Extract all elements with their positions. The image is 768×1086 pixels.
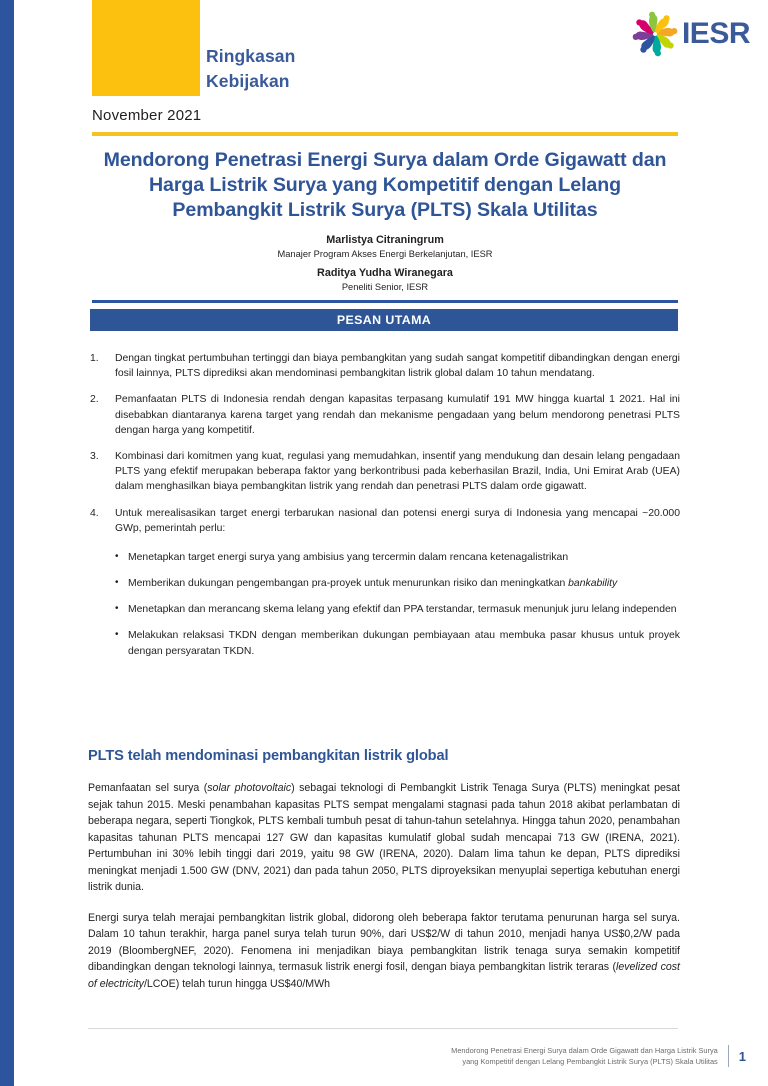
key-message-subitem — [115, 628, 680, 658]
key-message-item — [88, 392, 680, 438]
key-message-subitem — [115, 550, 680, 565]
key-message-text: Pemanfaatan PLTS di Indonesia rendah dengan kapasitas terpasang kumulatif 191 MW hingga kuartal 1 2021. Hal ini disebabkan diantaranya karena target yang rendah dan mekanisme pengadaan yang belum mendorong penetrasi PLTS dengan harga yang kompetitif. — [115, 394, 680, 436]
subtext-italic: bankability — [568, 578, 618, 590]
key-message-subitem — [115, 576, 680, 591]
key-message-number: 1. — [90, 353, 99, 364]
bullet-icon: • — [115, 629, 119, 641]
footer-divider — [88, 1028, 678, 1029]
page-title: Mendorong Penetrasi Energi Surya dalam Orde Gigawatt dan Harga Listrik Surya yang Kompetitif dengan Lelang Pembangkit Listrik Surya (PLTS) Skala Utilitas — [103, 149, 667, 222]
footer-title — [451, 1045, 718, 1067]
key-message-text: Kombinasi dari komitmen yang kuat, regulasi yang memudahkan, insentif yang mendukung dan desain lelang pengadaan PLTS yang efektif merupakan beberapa faktor yang berkontribusi pada keberhasilan Brazil, India, Uni Emirat Arab (UEA) dalam menghasilkan biaya pembangkitan listrik yang rendah dan penetrasi PLTS dalam orde gigawatt. — [115, 450, 680, 493]
key-message-subtext — [128, 628, 680, 658]
section-heading: PLTS telah mendominasi pembangkitan listrik global — [88, 748, 449, 764]
key-message-text: Untuk merealisasikan target energi terbarukan nasional dan potensi energi surya di Indonesia yang mencapai ~20.000 GWp, pemerintah perlu: — [115, 507, 680, 534]
subtext-main: Menetapkan dan merancang skema lelang yang efektif dan PPA terstandar, termasuk menunjuk juru lelang independen — [128, 604, 677, 616]
bullet-icon: • — [115, 577, 119, 589]
author-entry — [92, 266, 678, 293]
subtext-main: Memberikan dukungan pengembangan pra-proyek untuk menurunkan risiko dan meningkatkan — [128, 578, 569, 590]
footer-title-line1: Mendorong Penetrasi Energi Surya dalam Orde Gigawatt dan Harga Listrik Surya — [451, 1046, 718, 1055]
par2-part-a: Energi surya telah merajai pembangkitan listrik global, didorong oleh beberapa faktor terutama penurunan harga sel surya. Dalam 10 tahun terakhir, harga panel surya telah turun 90%, dari US$2/W di tahun 2010, menjadi hanya US$0,2/W pada 2019 (BloombergNEF, 2020). Fenomena ini menjadikan biaya pembangkitan listrik tenaga surya semakin kompetitif dibandingkan dengan teknologi lainnya, termasuk listrik energi fosil, dengan biaya pembangkitan listrik teraras ( — [88, 911, 680, 974]
left-accent-bar — [0, 0, 14, 1086]
key-message-item — [88, 449, 680, 495]
body-paragraph — [88, 910, 680, 993]
author-name: Raditya Yudha Wiranegara — [317, 267, 453, 280]
series-label-line1: Ringkasan — [206, 46, 296, 66]
footer-title-line2: yang Kompetitif dengan Lelang Pembangkit Listrik Surya (PLTS) Skala Utilitas — [462, 1057, 718, 1067]
key-message-item — [88, 351, 680, 381]
par1-italic: solar photovoltaic — [207, 782, 292, 794]
series-label-line2: Kebijakan — [206, 70, 290, 91]
title-block — [92, 148, 678, 293]
footer-separator — [728, 1045, 729, 1067]
key-message-subtext — [128, 550, 680, 565]
iesr-logo — [631, 10, 750, 58]
issue-date: November 2021 — [92, 107, 202, 124]
bullet-icon: • — [115, 603, 119, 615]
author-role: Manajer Program Akses Energi Berkelanjutan, IESR — [277, 248, 493, 259]
header-divider-yellow — [92, 132, 678, 136]
body-paragraph — [88, 780, 680, 896]
key-messages-list — [88, 351, 680, 670]
iesr-wordmark: IESR — [681, 17, 750, 50]
key-message-text: Dengan tingkat pertumbuhan tertinggi dan biaya pembangkitan yang sudah sangat kompetitif dibandingkan dengan energi fosil lainnya, PLTS diprediksi akan mendominasi pembangkitan listrik global dalam 10 tahun mendatang. — [115, 353, 680, 380]
footer-content — [451, 1045, 746, 1067]
subtext-main: Menetapkan target energi surya yang ambisius yang tercermin dalam rencana ketenagalistrikan — [128, 551, 569, 563]
key-message-number: 4. — [90, 507, 99, 519]
page-footer — [0, 1028, 768, 1086]
title-divider-blue — [92, 300, 678, 303]
key-message-number: 3. — [90, 450, 99, 462]
par1-part-b: ) sebagai teknologi di Pembangkit Listrik Tenaga Surya (PLTS) meningkat pesat sejak tahun 2015. Meski penambahan kapasitas PLTS sempat mengalami stagnasi pada tahun 2018 akibat perlambatan di beberapa negara, seperti Tiongkok, PLTS kembali tumbuh pesat di tahun-tahun setelahnya. Hingga tahun 2020, penambahan kapasitas tahunan PLTS mencapai 127 GW dan kapasitas kumulatif global sudah mencapai 713 GW (IRENA, 2021). Pertumbuhan ini 30% lebih tinggi dari 2019, yaitu 98 GW (IRENA, 2020). Dalam lima tahun ke depan, PLTS diprediksi meningkat menjadi 1.500 GW (DNV, 2021) dan pada tahun 2050, PLTS diproyeksikan menyuplai sepertiga kebutuhan energi listrik dunia. — [88, 782, 681, 894]
author-role: Peneliti Senior, IESR — [341, 281, 429, 292]
author-name: Marlistya Citraningrum — [326, 234, 444, 247]
key-message-item — [88, 506, 680, 536]
series-color-block — [92, 0, 200, 96]
key-messages-banner — [90, 309, 678, 331]
page-number: 1 — [738, 1048, 746, 1064]
document-header — [0, 0, 768, 136]
author-list — [92, 233, 678, 293]
author-entry — [92, 233, 678, 260]
key-message-subtext — [128, 602, 680, 617]
subtext-main: Melakukan relaksasi TKDN dengan memberikan dukungan pembiayaan atau membuka pasar khusus untuk proyek dengan persyaratan TKDN. — [128, 630, 680, 657]
series-label — [206, 44, 295, 94]
key-message-subitem — [115, 602, 680, 617]
iesr-pinwheel-icon — [631, 10, 679, 58]
par1-part-a: Pemanfaatan sel surya ( — [88, 782, 208, 794]
bullet-icon: • — [115, 550, 119, 562]
article-section — [88, 748, 680, 1006]
key-message-sublist — [115, 550, 680, 659]
par2-part-b: /LCOE) telah turun hingga US$40/MWh — [143, 977, 331, 990]
par2-italic: levelized cost of electricity — [88, 961, 680, 990]
key-message-subtext — [128, 576, 680, 591]
key-messages-banner-label: PESAN UTAMA — [336, 313, 432, 327]
key-message-number: 2. — [90, 394, 99, 406]
